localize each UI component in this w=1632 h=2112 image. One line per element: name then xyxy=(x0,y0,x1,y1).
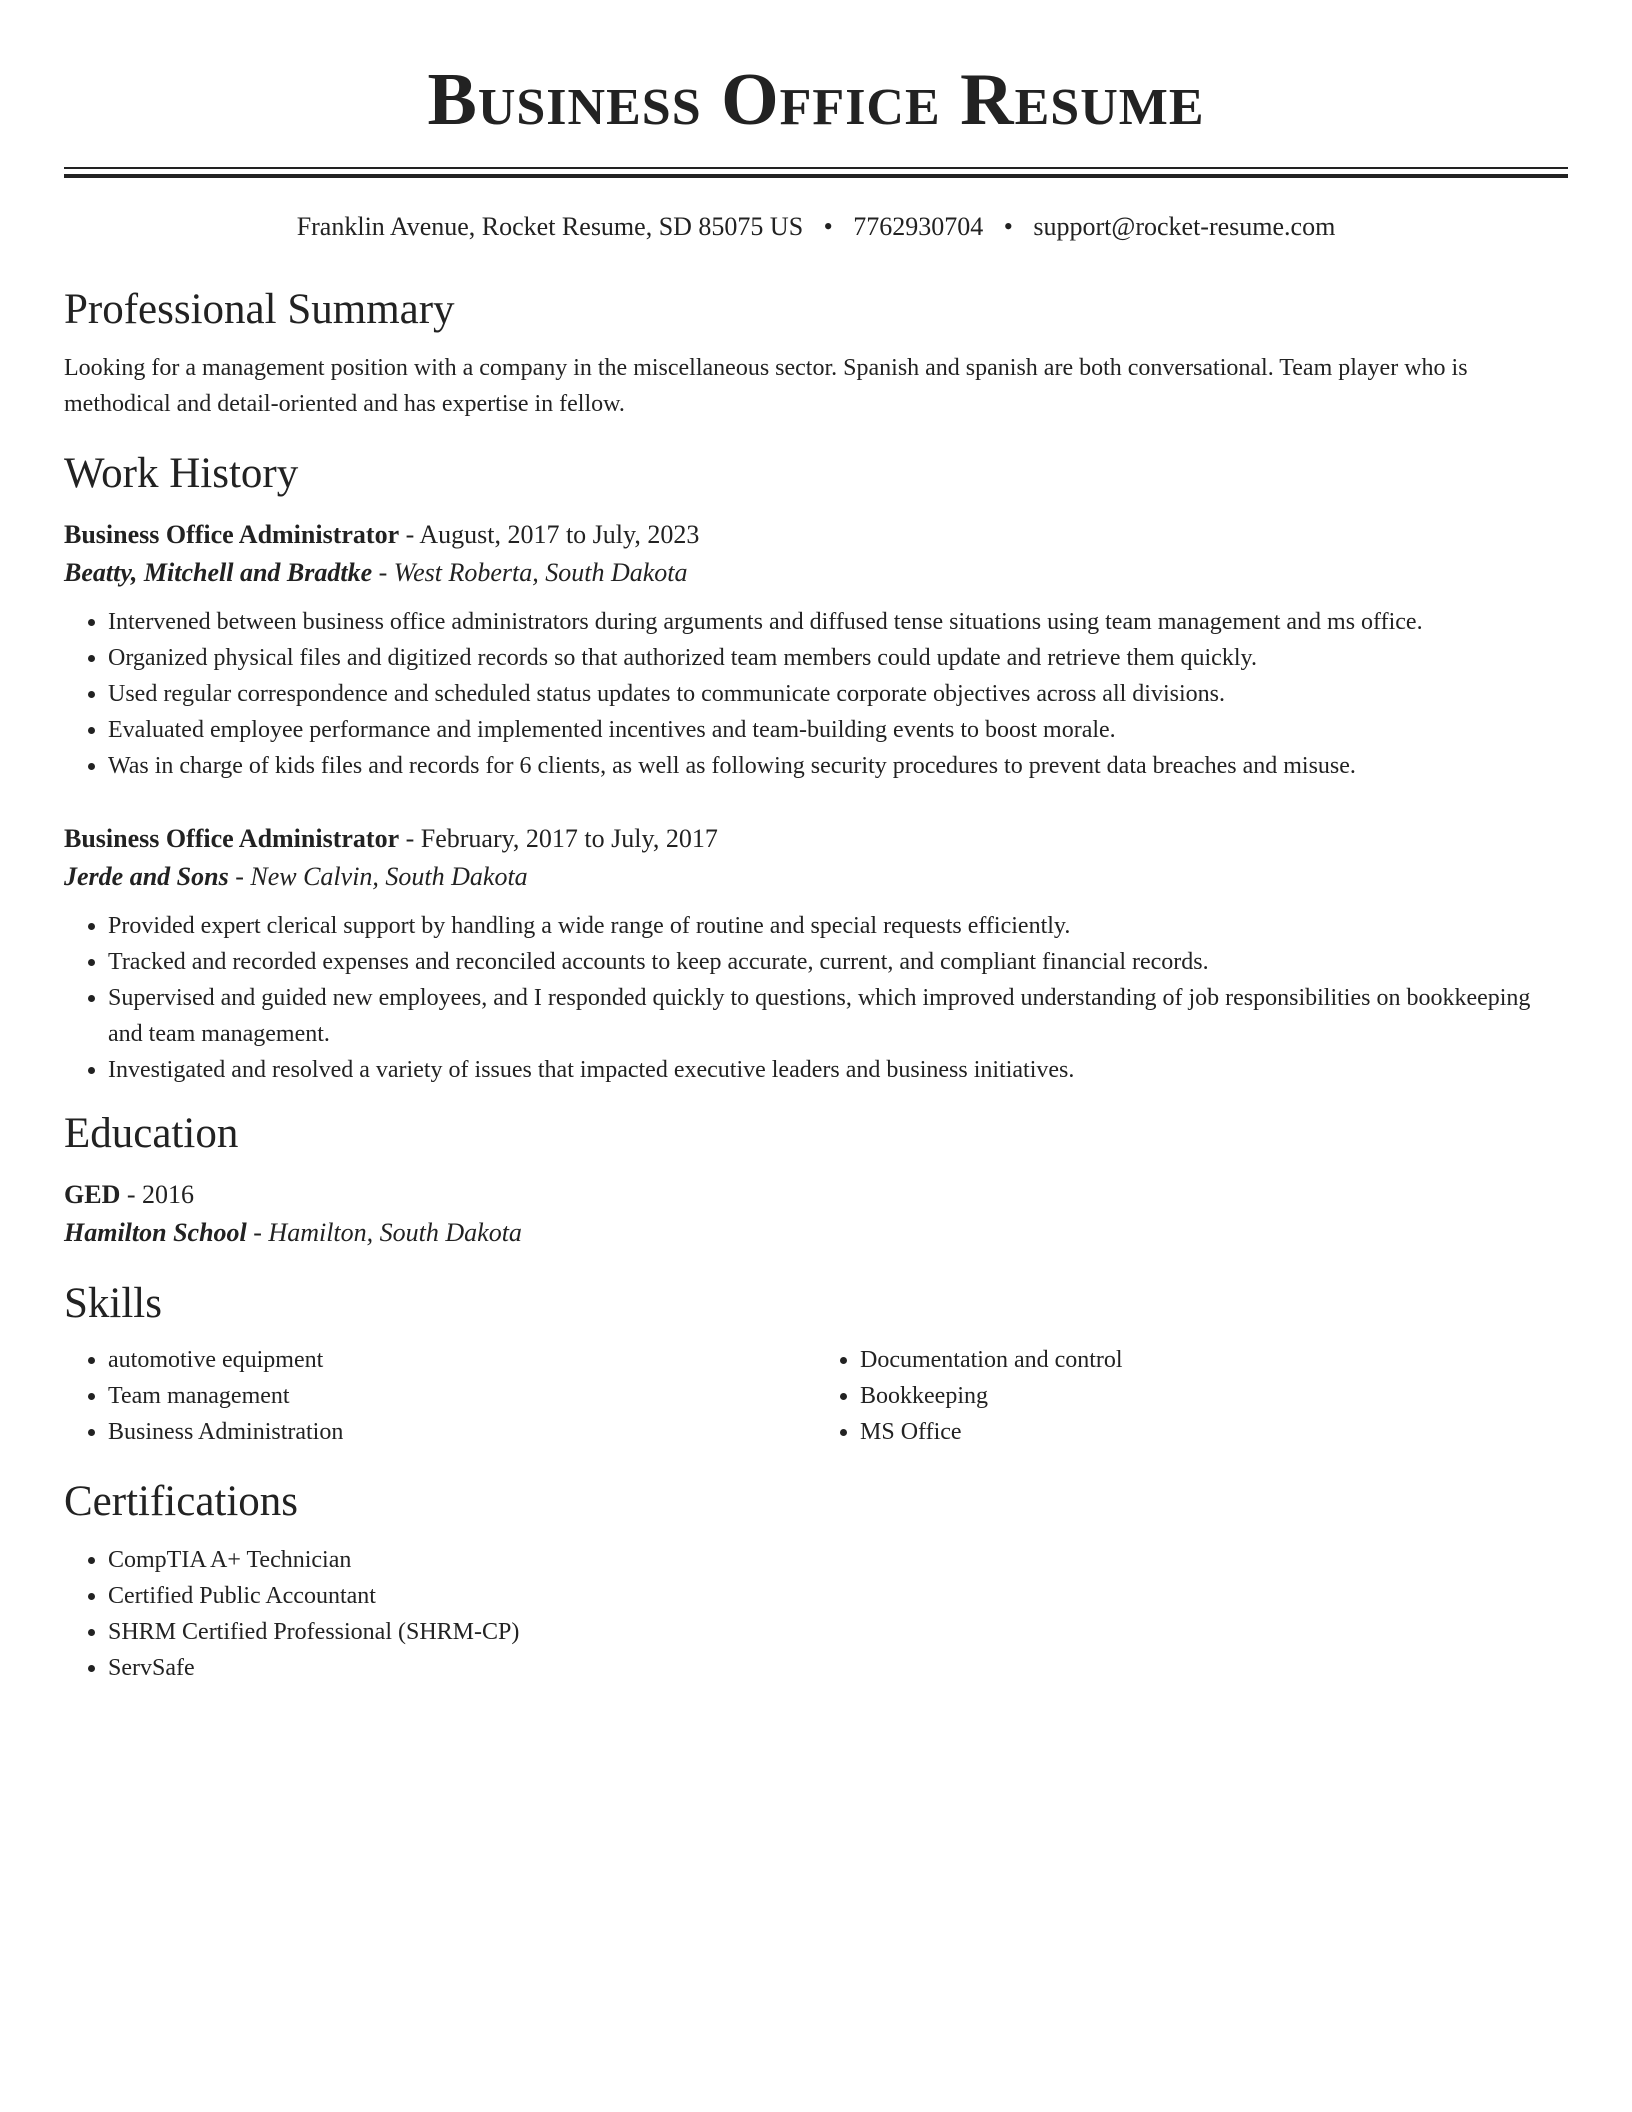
degree-line xyxy=(64,1176,1568,1214)
skills-grid xyxy=(64,1342,1568,1450)
job-entry xyxy=(64,820,1568,1088)
skill-item: • Bookkeeping xyxy=(860,1378,1568,1414)
contact-line xyxy=(64,210,1568,244)
job-bullet: • Intervened between business office administrators during arguments and diffused tense situations using team management and ms office. xyxy=(108,604,1568,640)
certification-item: • Certified Public Accountant xyxy=(108,1578,1568,1614)
contact-phone: 7762930704 xyxy=(853,212,984,241)
degree-year: - 2016 xyxy=(120,1180,195,1209)
job-title-line xyxy=(64,820,1568,858)
education-heading: Education xyxy=(64,1110,239,1157)
skill-item: • Business Administration xyxy=(108,1414,816,1450)
skills-list-right xyxy=(816,1342,1568,1450)
job-bullet: • Tracked and recorded expenses and reconciled accounts to keep accurate, current, and compliant financial records. xyxy=(108,944,1568,980)
job-bullet: • Organized physical files and digitized records so that authorized team members could update and retrieve them quickly. xyxy=(108,640,1568,676)
certification-item: • CompTIA A+ Technician xyxy=(108,1542,1568,1578)
school-line xyxy=(64,1214,1568,1252)
degree-name: GED xyxy=(64,1180,121,1209)
job-bullet: • Used regular correspondence and scheduled status updates to communicate corporate objectives across all divisions. xyxy=(108,676,1568,712)
job-title-line xyxy=(64,516,1568,554)
skills-heading: Skills xyxy=(64,1280,162,1327)
job-title: Business Office Administrator xyxy=(64,824,400,853)
job-bullet: • Investigated and resolved a variety of issues that impacted executive leaders and business initiatives. xyxy=(108,1052,1568,1088)
job-bullet: • Supervised and guided new employees, and I responded quickly to questions, which improved understanding of job responsibilities on bookkeeping and team management. xyxy=(108,980,1568,1052)
certifications-list xyxy=(64,1542,1568,1686)
certification-item: • SHRM Certified Professional (SHRM-CP) xyxy=(108,1614,1568,1650)
job-bullets xyxy=(64,908,1568,1088)
employer-name: Jerde and Sons xyxy=(64,862,229,891)
employer-location: - West Roberta, South Dakota xyxy=(372,558,688,587)
employer-name: Beatty, Mitchell and Bradtke xyxy=(64,558,373,587)
contact-email: support@rocket-resume.com xyxy=(1033,212,1336,241)
work-history-heading: Work History xyxy=(64,450,299,497)
contact-separator: • xyxy=(823,212,833,241)
summary-heading: Professional Summary xyxy=(64,286,455,333)
employer-location: - New Calvin, South Dakota xyxy=(228,862,528,891)
job-dates: - August, 2017 to July, 2023 xyxy=(399,520,700,549)
job-entry xyxy=(64,516,1568,784)
contact-separator: • xyxy=(1003,212,1013,241)
job-bullet: • Provided expert clerical support by handling a wide range of routine and special requests efficiently. xyxy=(108,908,1568,944)
job-bullets xyxy=(64,604,1568,784)
skill-item: • automotive equipment xyxy=(108,1342,816,1378)
skills-list-left xyxy=(64,1342,816,1450)
employer-line xyxy=(64,858,1568,896)
school-name: Hamilton School xyxy=(64,1218,247,1247)
employer-line xyxy=(64,554,1568,592)
skill-item: • MS Office xyxy=(860,1414,1568,1450)
job-bullet: • Was in charge of kids files and records for 6 clients, as well as following security procedures to prevent data breaches and misuse. xyxy=(108,748,1568,784)
skill-item: • Documentation and control xyxy=(860,1342,1568,1378)
job-dates: - February, 2017 to July, 2017 xyxy=(399,824,718,853)
title-divider xyxy=(64,167,1568,178)
job-title: Business Office Administrator xyxy=(64,520,400,549)
resume-title: Business Office Resume xyxy=(427,59,1205,141)
certifications-heading: Certifications xyxy=(64,1478,299,1525)
skill-item: • Team management xyxy=(108,1378,816,1414)
education-entry xyxy=(64,1176,1568,1252)
school-location: - Hamilton, South Dakota xyxy=(246,1218,522,1247)
certification-item: • ServSafe xyxy=(108,1650,1568,1686)
job-bullet: • Evaluated employee performance and implemented incentives and team-building events to boost morale. xyxy=(108,712,1568,748)
summary-text: Looking for a management position with a company in the miscellaneous sector. Spanish and spanish are both conversational. Team player who is methodical and detail-oriented and has expertise in fellow. xyxy=(64,355,1468,417)
contact-address: Franklin Avenue, Rocket Resume, SD 85075 US xyxy=(296,212,804,241)
